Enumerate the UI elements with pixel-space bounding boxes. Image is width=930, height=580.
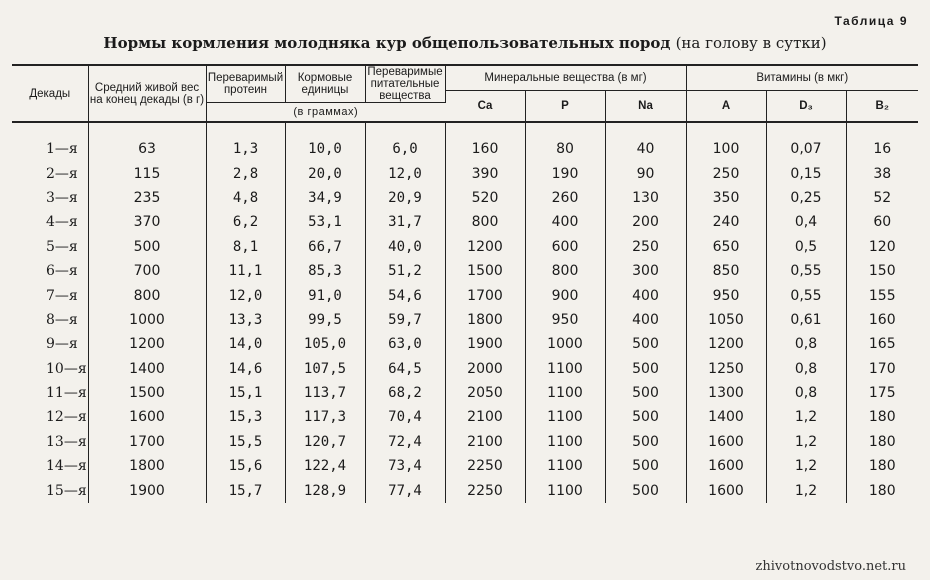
cell-feed-units: 120,7 — [285, 430, 365, 454]
table-row — [12, 161, 918, 185]
cell-a: 1600 — [686, 430, 766, 454]
cell-d3: 0,8 — [766, 381, 846, 405]
cell-ca: 2000 — [445, 357, 525, 381]
cell-decade: 15—я — [12, 478, 88, 502]
table-row — [12, 357, 918, 381]
cell-nutrients: 51,2 — [365, 259, 445, 283]
cell-protein: 14,6 — [206, 357, 285, 381]
cell-a: 850 — [686, 259, 766, 283]
cell-b2: 120 — [846, 235, 918, 259]
cell-p: 1100 — [525, 454, 605, 478]
title-sub: (на голову в сутки) — [675, 34, 827, 52]
cell-weight: 115 — [88, 161, 206, 185]
table-row — [12, 478, 918, 502]
cell-weight: 1900 — [88, 478, 206, 502]
cell-p: 900 — [525, 283, 605, 307]
cell-b2: 60 — [846, 210, 918, 234]
cell-d3: 0,8 — [766, 332, 846, 356]
cell-weight: 1800 — [88, 454, 206, 478]
cell-d3: 1,2 — [766, 454, 846, 478]
table-row — [12, 332, 918, 356]
cell-na: 500 — [605, 478, 686, 502]
cell-na: 250 — [605, 235, 686, 259]
cell-protein: 15,3 — [206, 405, 285, 429]
header-ca: Ca — [445, 91, 525, 123]
cell-a: 1600 — [686, 454, 766, 478]
cell-b2: 160 — [846, 308, 918, 332]
cell-feed-units: 34,9 — [285, 186, 365, 210]
header-grams: (в граммах) — [206, 103, 445, 123]
cell-nutrients: 6,0 — [365, 122, 445, 161]
table-row — [12, 259, 918, 283]
cell-ca: 2250 — [445, 478, 525, 502]
header-na: Na — [605, 91, 686, 123]
cell-protein: 15,5 — [206, 430, 285, 454]
cell-ca: 160 — [445, 122, 525, 161]
table-row — [12, 283, 918, 307]
cell-feed-units: 105,0 — [285, 332, 365, 356]
cell-d3: 0,55 — [766, 259, 846, 283]
cell-decade: 3—я — [12, 186, 88, 210]
cell-d3: 0,07 — [766, 122, 846, 161]
cell-decade: 13—я — [12, 430, 88, 454]
cell-b2: 150 — [846, 259, 918, 283]
cell-p: 1100 — [525, 405, 605, 429]
cell-b2: 38 — [846, 161, 918, 185]
cell-p: 1100 — [525, 381, 605, 405]
table-row — [12, 430, 918, 454]
cell-na: 500 — [605, 405, 686, 429]
cell-decade: 10—я — [12, 357, 88, 381]
header-vitamins: Витамины (в мкг) — [686, 65, 918, 91]
cell-b2: 170 — [846, 357, 918, 381]
cell-decade: 1—я — [12, 122, 88, 161]
cell-d3: 0,25 — [766, 186, 846, 210]
cell-p: 600 — [525, 235, 605, 259]
cell-b2: 180 — [846, 478, 918, 502]
cell-na: 130 — [605, 186, 686, 210]
table-row — [12, 210, 918, 234]
cell-a: 950 — [686, 283, 766, 307]
cell-weight: 63 — [88, 122, 206, 161]
cell-ca: 2100 — [445, 405, 525, 429]
cell-weight: 1000 — [88, 308, 206, 332]
cell-d3: 0,8 — [766, 357, 846, 381]
cell-b2: 16 — [846, 122, 918, 161]
table-row — [12, 454, 918, 478]
cell-decade: 14—я — [12, 454, 88, 478]
cell-ca: 1900 — [445, 332, 525, 356]
cell-b2: 180 — [846, 405, 918, 429]
cell-p: 260 — [525, 186, 605, 210]
cell-p: 190 — [525, 161, 605, 185]
feeding-norms-table — [12, 64, 918, 503]
cell-protein: 15,6 — [206, 454, 285, 478]
title-main: Нормы кормления молодняка кур общепользовательных пород — [103, 34, 671, 52]
table-body — [12, 122, 918, 503]
cell-nutrients: 72,4 — [365, 430, 445, 454]
cell-d3: 0,55 — [766, 283, 846, 307]
watermark: zhivotnovodstvo.net.ru — [755, 559, 906, 574]
header-a: A — [686, 91, 766, 123]
cell-a: 250 — [686, 161, 766, 185]
cell-ca: 2050 — [445, 381, 525, 405]
cell-protein: 1,3 — [206, 122, 285, 161]
cell-p: 800 — [525, 259, 605, 283]
table-number: Таблица 9 — [834, 14, 908, 28]
cell-weight: 1400 — [88, 357, 206, 381]
header-nutrients: Переваримые питательные вещества — [365, 65, 445, 103]
cell-na: 300 — [605, 259, 686, 283]
cell-b2: 180 — [846, 430, 918, 454]
header-decades: Декады — [12, 65, 88, 122]
cell-nutrients: 70,4 — [365, 405, 445, 429]
table-row — [12, 405, 918, 429]
header-protein: Переваримый протеин — [206, 65, 285, 103]
cell-b2: 155 — [846, 283, 918, 307]
cell-decade: 9—я — [12, 332, 88, 356]
header-minerals: Минеральные вещества (в мг) — [445, 65, 686, 91]
cell-weight: 1500 — [88, 381, 206, 405]
cell-na: 40 — [605, 122, 686, 161]
cell-nutrients: 59,7 — [365, 308, 445, 332]
cell-feed-units: 10,0 — [285, 122, 365, 161]
cell-decade: 6—я — [12, 259, 88, 283]
cell-feed-units: 20,0 — [285, 161, 365, 185]
header-p: P — [525, 91, 605, 123]
cell-feed-units: 107,5 — [285, 357, 365, 381]
cell-a: 1050 — [686, 308, 766, 332]
cell-na: 500 — [605, 357, 686, 381]
cell-decade: 7—я — [12, 283, 88, 307]
table-row — [12, 186, 918, 210]
cell-p: 950 — [525, 308, 605, 332]
cell-nutrients: 73,4 — [365, 454, 445, 478]
cell-a: 650 — [686, 235, 766, 259]
cell-weight: 700 — [88, 259, 206, 283]
cell-p: 400 — [525, 210, 605, 234]
cell-b2: 52 — [846, 186, 918, 210]
cell-decade: 11—я — [12, 381, 88, 405]
cell-a: 1400 — [686, 405, 766, 429]
cell-protein: 15,1 — [206, 381, 285, 405]
cell-na: 500 — [605, 454, 686, 478]
cell-d3: 0,61 — [766, 308, 846, 332]
cell-nutrients: 63,0 — [365, 332, 445, 356]
cell-p: 1100 — [525, 478, 605, 502]
header-d3: D₃ — [766, 91, 846, 123]
cell-feed-units: 53,1 — [285, 210, 365, 234]
cell-protein: 8,1 — [206, 235, 285, 259]
cell-d3: 0,5 — [766, 235, 846, 259]
cell-feed-units: 66,7 — [285, 235, 365, 259]
cell-decade: 8—я — [12, 308, 88, 332]
cell-a: 1250 — [686, 357, 766, 381]
cell-p: 1100 — [525, 357, 605, 381]
cell-ca: 1700 — [445, 283, 525, 307]
cell-na: 200 — [605, 210, 686, 234]
cell-p: 1000 — [525, 332, 605, 356]
cell-na: 400 — [605, 308, 686, 332]
table-row — [12, 381, 918, 405]
cell-na: 500 — [605, 332, 686, 356]
cell-feed-units: 91,0 — [285, 283, 365, 307]
cell-nutrients: 68,2 — [365, 381, 445, 405]
table-row — [12, 122, 918, 161]
cell-a: 1600 — [686, 478, 766, 502]
cell-na: 500 — [605, 381, 686, 405]
cell-feed-units: 117,3 — [285, 405, 365, 429]
page-title — [0, 34, 930, 52]
cell-nutrients: 64,5 — [365, 357, 445, 381]
cell-protein: 6,2 — [206, 210, 285, 234]
cell-ca: 2250 — [445, 454, 525, 478]
cell-protein: 2,8 — [206, 161, 285, 185]
cell-feed-units: 113,7 — [285, 381, 365, 405]
cell-na: 500 — [605, 430, 686, 454]
cell-d3: 1,2 — [766, 405, 846, 429]
cell-p: 80 — [525, 122, 605, 161]
cell-weight: 1600 — [88, 405, 206, 429]
cell-protein: 15,7 — [206, 478, 285, 502]
cell-b2: 165 — [846, 332, 918, 356]
cell-feed-units: 85,3 — [285, 259, 365, 283]
cell-ca: 800 — [445, 210, 525, 234]
cell-weight: 500 — [88, 235, 206, 259]
cell-na: 90 — [605, 161, 686, 185]
cell-b2: 175 — [846, 381, 918, 405]
cell-b2: 180 — [846, 454, 918, 478]
cell-nutrients: 77,4 — [365, 478, 445, 502]
cell-ca: 390 — [445, 161, 525, 185]
cell-a: 1300 — [686, 381, 766, 405]
cell-p: 1100 — [525, 430, 605, 454]
cell-decade: 12—я — [12, 405, 88, 429]
cell-ca: 520 — [445, 186, 525, 210]
cell-weight: 800 — [88, 283, 206, 307]
cell-ca: 2100 — [445, 430, 525, 454]
cell-ca: 1500 — [445, 259, 525, 283]
cell-na: 400 — [605, 283, 686, 307]
header-weight: Средний живой вес на конец декады (в г) — [88, 65, 206, 122]
cell-nutrients: 54,6 — [365, 283, 445, 307]
cell-a: 1200 — [686, 332, 766, 356]
cell-decade: 4—я — [12, 210, 88, 234]
cell-d3: 1,2 — [766, 478, 846, 502]
cell-nutrients: 12,0 — [365, 161, 445, 185]
cell-nutrients: 40,0 — [365, 235, 445, 259]
cell-nutrients: 20,9 — [365, 186, 445, 210]
cell-protein: 14,0 — [206, 332, 285, 356]
cell-weight: 235 — [88, 186, 206, 210]
cell-protein: 13,3 — [206, 308, 285, 332]
cell-a: 350 — [686, 186, 766, 210]
header-feed-units: Кормовые единицы — [285, 65, 365, 103]
cell-protein: 11,1 — [206, 259, 285, 283]
cell-d3: 1,2 — [766, 430, 846, 454]
cell-d3: 0,4 — [766, 210, 846, 234]
cell-a: 240 — [686, 210, 766, 234]
cell-decade: 2—я — [12, 161, 88, 185]
cell-ca: 1800 — [445, 308, 525, 332]
cell-d3: 0,15 — [766, 161, 846, 185]
cell-weight: 1700 — [88, 430, 206, 454]
cell-weight: 370 — [88, 210, 206, 234]
cell-feed-units: 128,9 — [285, 478, 365, 502]
cell-decade: 5—я — [12, 235, 88, 259]
cell-feed-units: 99,5 — [285, 308, 365, 332]
cell-protein: 12,0 — [206, 283, 285, 307]
cell-a: 100 — [686, 122, 766, 161]
cell-ca: 1200 — [445, 235, 525, 259]
cell-weight: 1200 — [88, 332, 206, 356]
cell-nutrients: 31,7 — [365, 210, 445, 234]
table-row — [12, 308, 918, 332]
cell-feed-units: 122,4 — [285, 454, 365, 478]
header-b2: B₂ — [846, 91, 918, 123]
cell-protein: 4,8 — [206, 186, 285, 210]
table-row — [12, 235, 918, 259]
